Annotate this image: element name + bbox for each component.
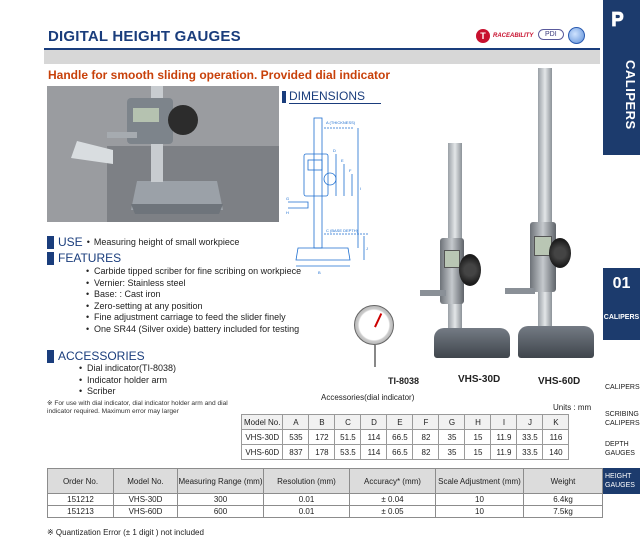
table-header: Scale Adjustment (mm)	[436, 469, 524, 494]
traceability-logo	[476, 29, 533, 43]
table-header: Measuring Range (mm)	[178, 469, 264, 494]
table-cell: 116	[543, 430, 569, 445]
accessories-caption: Accessories(dial indicator)	[321, 393, 415, 402]
table-cell: 66.5	[387, 430, 413, 445]
dial-model-label: TI-8038	[388, 376, 420, 386]
table-header: Resolution (mm)	[264, 469, 350, 494]
specification-table	[47, 468, 603, 518]
nav-link-scribing-calipers[interactable]: SCRIBING CALIPERS	[605, 411, 640, 427]
vhs30-handwheel	[459, 254, 481, 286]
table-header: K	[543, 415, 569, 430]
table-cell: 114	[361, 430, 387, 445]
heading-marker	[282, 91, 286, 103]
table-header: Order No.	[48, 469, 114, 494]
table-cell: 15	[465, 430, 491, 445]
table-cell: 82	[413, 430, 439, 445]
dimension-diagram	[278, 104, 396, 276]
table-row	[48, 494, 603, 506]
table-cell: 66.5	[387, 445, 413, 460]
units-label: Units : mm	[553, 403, 592, 412]
table-cell: 33.5	[517, 430, 543, 445]
accessories-list	[79, 363, 249, 398]
accessory-item: • Dial indicator(TI-8038)	[79, 363, 249, 375]
table-cell: ± 0.04	[350, 494, 436, 506]
vhs60-label: VHS-60D	[538, 376, 581, 387]
caliper-icon: 𝐏	[611, 10, 624, 31]
feature-item: • Base: : Cast iron	[86, 289, 306, 301]
page-title: DIGITAL HEIGHT GAUGES	[48, 28, 241, 45]
table-cell: VHS-30D	[114, 494, 178, 506]
table-header: I	[491, 415, 517, 430]
dimension-table	[241, 414, 569, 460]
pdi-logo: PDI	[538, 29, 564, 40]
use-text-bullet: •	[86, 237, 90, 247]
table-cell: 11.9	[491, 445, 517, 460]
table-cell: 51.5	[335, 430, 361, 445]
table-cell: 82	[413, 445, 439, 460]
table-cell: 35	[439, 430, 465, 445]
table-cell: 600	[178, 506, 264, 518]
table-header: Model No.	[114, 469, 178, 494]
vhs60-column	[538, 68, 552, 351]
category-tab-label: CALIPERS	[623, 60, 638, 130]
table-header: Model No.	[242, 415, 283, 430]
feature-item: • Zero-setting at any position	[86, 301, 306, 313]
nav-link-depth-gauges[interactable]: DEPTH GAUGES	[605, 441, 635, 457]
dial-stem	[374, 345, 376, 367]
table-cell: 151212	[48, 494, 114, 506]
accessory-item: • Indicator holder arm	[79, 375, 249, 387]
table-row	[242, 445, 569, 460]
feature-item: • One SR44 (Silver oxide) battery included for testing	[86, 324, 306, 336]
table-header: D	[361, 415, 387, 430]
globe-icon	[568, 27, 585, 44]
table-cell: VHS-60D	[242, 445, 283, 460]
section-label: CALIPERS	[603, 300, 640, 340]
dim-label-h: H	[286, 210, 289, 215]
traceability-icon: T	[476, 29, 490, 43]
dim-label-i: I	[360, 186, 362, 191]
table-header: B	[309, 415, 335, 430]
dim-label-b: B	[318, 270, 321, 275]
table-cell: 11.9	[491, 430, 517, 445]
feature-item: • Carbide tipped scriber for fine scribing on workpiece	[86, 266, 306, 278]
dial-indicator-image	[354, 305, 394, 345]
spec-footnote: ※ Quantization Error (± 1 digit ) not included	[47, 528, 204, 537]
table-header: F	[413, 415, 439, 430]
table-cell: 0.01	[264, 494, 350, 506]
vhs60-handwheel	[549, 238, 571, 268]
table-cell: 140	[543, 445, 569, 460]
table-cell: 535	[283, 430, 309, 445]
table-cell: 15	[465, 445, 491, 460]
table-cell: 178	[309, 445, 335, 460]
section-number: 01	[603, 268, 640, 300]
use-text: Measuring height of small workpiece	[93, 237, 240, 247]
table-header: Weight	[524, 469, 603, 494]
category-tab[interactable]	[603, 0, 640, 155]
table-cell: ± 0.05	[350, 506, 436, 518]
vhs30-label: VHS-30D	[458, 374, 501, 385]
table-cell: VHS-30D	[242, 430, 283, 445]
nav-link-height-gauges[interactable]: HEIGHT GAUGES	[603, 468, 640, 494]
vhs60-base	[518, 326, 594, 358]
table-header: Accuracy* (mm)	[350, 469, 436, 494]
features-list	[86, 266, 306, 335]
product-subtitle: Handle for smooth sliding operation. Provided dial indicator	[48, 68, 391, 82]
table-row	[242, 430, 569, 445]
table-header: G	[439, 415, 465, 430]
table-cell: 33.5	[517, 445, 543, 460]
table-cell: 172	[309, 430, 335, 445]
vhs30-display	[444, 250, 460, 268]
dial-needle	[374, 313, 382, 327]
table-cell: 10	[436, 494, 524, 506]
table-header: H	[465, 415, 491, 430]
table-header: J	[517, 415, 543, 430]
accessory-item: • Scriber	[79, 386, 249, 398]
features-label: FEATURES	[58, 251, 122, 265]
table-cell: 7.5kg	[524, 506, 603, 518]
accessories-label: ACCESSORIES	[58, 349, 145, 363]
nav-link-calipers[interactable]: CALIPERS	[605, 384, 640, 391]
table-header: A	[283, 415, 309, 430]
vhs30-scriber	[420, 290, 446, 296]
table-cell: 0.01	[264, 506, 350, 518]
dim-label-f: F	[349, 168, 352, 173]
traceability-text: RACEABILITY	[493, 33, 534, 39]
table-header: E	[387, 415, 413, 430]
features-section	[47, 251, 121, 265]
vhs60-scriber	[505, 288, 535, 294]
table-cell: 114	[361, 445, 387, 460]
dim-label-j: J	[366, 246, 368, 251]
table-cell: 6.4kg	[524, 494, 603, 506]
dim-label-d: D	[333, 148, 336, 153]
table-cell: 151213	[48, 506, 114, 518]
vhs30-base	[434, 328, 510, 358]
accessory-note: ※ For use with dial indicator, dial indicator holder arm and dial indicator required. Maximum error may larger	[47, 400, 228, 415]
table-header: C	[335, 415, 361, 430]
table-row	[48, 506, 603, 518]
table-header-row	[242, 415, 569, 430]
feature-item: • Vernier: Stainless steel	[86, 278, 306, 290]
dimensions-heading	[282, 89, 381, 104]
dim-label-base-depth: C (BASE DEPTH)	[326, 228, 359, 233]
product-photo	[47, 86, 279, 222]
dimensions-heading-text: DIMENSIONS	[289, 89, 381, 104]
table-cell: 53.5	[335, 445, 361, 460]
table-cell: VHS-60D	[114, 506, 178, 518]
use-section	[47, 235, 239, 249]
table-header-row	[48, 469, 603, 494]
header-band	[44, 50, 600, 64]
feature-item: • Fine adjustment carriage to feed the slider finely	[86, 312, 306, 324]
dim-label-e: E	[341, 158, 344, 163]
table-cell: 837	[283, 445, 309, 460]
accessories-section	[47, 349, 145, 363]
dim-label-thickness: A (THICKNESS)	[326, 120, 356, 125]
table-cell: 10	[436, 506, 524, 518]
table-cell: 35	[439, 445, 465, 460]
section-marker	[47, 236, 54, 249]
table-cell: 300	[178, 494, 264, 506]
section-marker	[47, 252, 54, 265]
use-label: USE	[58, 235, 83, 249]
dim-label-g: G	[286, 196, 290, 201]
section-marker	[47, 350, 54, 363]
category-nav	[603, 0, 640, 553]
